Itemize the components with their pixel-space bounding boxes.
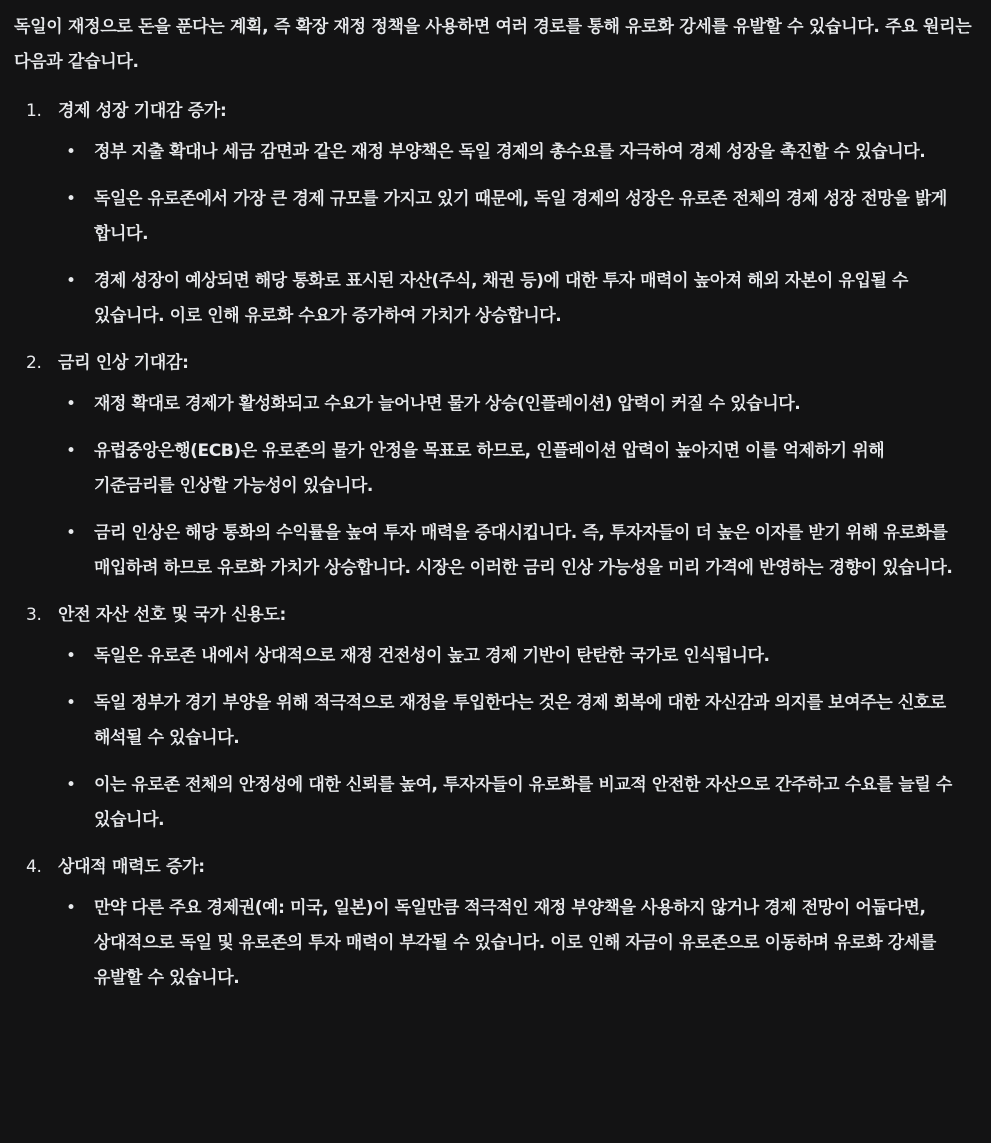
section-title: 안전 자산 선호 및 국가 신용도:	[58, 605, 287, 625]
bullet-item	[14, 264, 977, 334]
numbered-list	[14, 94, 977, 996]
bullet-text: 경제 성장이 예상되면 해당 통화로 표시된 자산(주식, 채권 등)에 대한 투자 매력이 높아져 해외 자본이 유입될 수 있습니다. 이로 인해 유로화 수요가 증가하여 가치가 상승합니다.	[94, 271, 909, 326]
section-number: 2.	[26, 353, 42, 373]
section-heading	[14, 346, 977, 381]
bullet-item	[14, 891, 977, 996]
bullet-item	[14, 516, 977, 586]
bullet-icon: •	[66, 775, 77, 795]
bullet-text: 정부 지출 확대나 세금 감면과 같은 재정 부양책은 독일 경제의 총수요를 자극하여 경제 성장을 촉진할 수 있습니다.	[94, 142, 926, 162]
section-item	[14, 598, 977, 838]
intro-paragraph: 독일이 재정으로 돈을 푼다는 계획, 즉 확장 재정 정책을 사용하면 여러 경로를 통해 유로화 강세를 유발할 수 있습니다. 주요 원리는 다음과 같습니다.	[14, 17, 972, 72]
bullet-item	[14, 387, 977, 422]
section-item	[14, 346, 977, 586]
bullet-icon: •	[66, 441, 77, 461]
bullet-item	[14, 182, 977, 252]
bullet-item	[14, 639, 977, 674]
bullet-list	[14, 387, 977, 586]
bullet-text: 독일은 유로존 내에서 상대적으로 재정 건전성이 높고 경제 기반이 탄탄한 국가로 인식됩니다.	[94, 646, 770, 666]
bullet-icon: •	[66, 523, 77, 543]
bullet-icon: •	[66, 394, 77, 414]
section-number: 4.	[26, 857, 42, 877]
bullet-text: 독일 정부가 경기 부양을 위해 적극적으로 재정을 투입한다는 것은 경제 회복에 대한 자신감과 의지를 보여주는 신호로 해석될 수 있습니다.	[94, 693, 946, 748]
section-title: 경제 성장 기대감 증가:	[58, 101, 227, 121]
bullet-item	[14, 434, 977, 504]
bullet-text: 재정 확대로 경제가 활성화되고 수요가 늘어나면 물가 상승(인플레이션) 압력이 커질 수 있습니다.	[94, 394, 801, 414]
bullet-text: 금리 인상은 해당 통화의 수익률을 높여 투자 매력을 증대시킵니다. 즉, 투자자들이 더 높은 이자를 받기 위해 유로화를 매입하려 하므로 유로화 가치가 상승합니다. 시장은 이러한 금리 인상 가능성을 미리 가격에 반영하는 경향이 있습니다.	[94, 523, 953, 578]
bullet-list	[14, 135, 977, 334]
section-item	[14, 850, 977, 996]
bullet-icon: •	[66, 271, 77, 291]
bullet-item	[14, 686, 977, 756]
bullet-item	[14, 768, 977, 838]
section-number: 3.	[26, 605, 42, 625]
section-item	[14, 94, 977, 334]
bullet-icon: •	[66, 142, 77, 162]
section-heading	[14, 850, 977, 885]
section-number: 1.	[26, 101, 42, 121]
bullet-text: 유럽중앙은행(ECB)은 유로존의 물가 안정을 목표로 하므로, 인플레이션 압력이 높아지면 이를 억제하기 위해 기준금리를 인상할 가능성이 있습니다.	[94, 441, 885, 496]
bullet-item	[14, 135, 977, 170]
bullet-list	[14, 639, 977, 838]
bullet-text: 만약 다른 주요 경제권(예: 미국, 일본)이 독일만큼 적극적인 재정 부양책을 사용하지 않거나 경제 전망이 어둡다면, 상대적으로 독일 및 유로존의 투자 매력이 부각될 수 있습니다. 이로 인해 자금이 유로존으로 이동하며 유로화 강세를 유발할 수 있습니다.	[94, 898, 936, 988]
section-title: 금리 인상 기대감:	[58, 353, 189, 373]
bullet-icon: •	[66, 189, 77, 209]
bullet-text: 독일은 유로존에서 가장 큰 경제 규모를 가지고 있기 때문에, 독일 경제의 성장은 유로존 전체의 경제 성장 전망을 밝게 합니다.	[94, 189, 947, 244]
bullet-list	[14, 891, 977, 996]
section-title: 상대적 매력도 증가:	[58, 857, 205, 877]
bullet-icon: •	[66, 693, 77, 713]
bullet-icon: •	[66, 898, 77, 918]
bullet-text: 이는 유로존 전체의 안정성에 대한 신뢰를 높여, 투자자들이 유로화를 비교적 안전한 자산으로 간주하고 수요를 늘릴 수 있습니다.	[94, 775, 952, 830]
section-heading	[14, 598, 977, 633]
section-heading	[14, 94, 977, 129]
bullet-icon: •	[66, 646, 77, 666]
